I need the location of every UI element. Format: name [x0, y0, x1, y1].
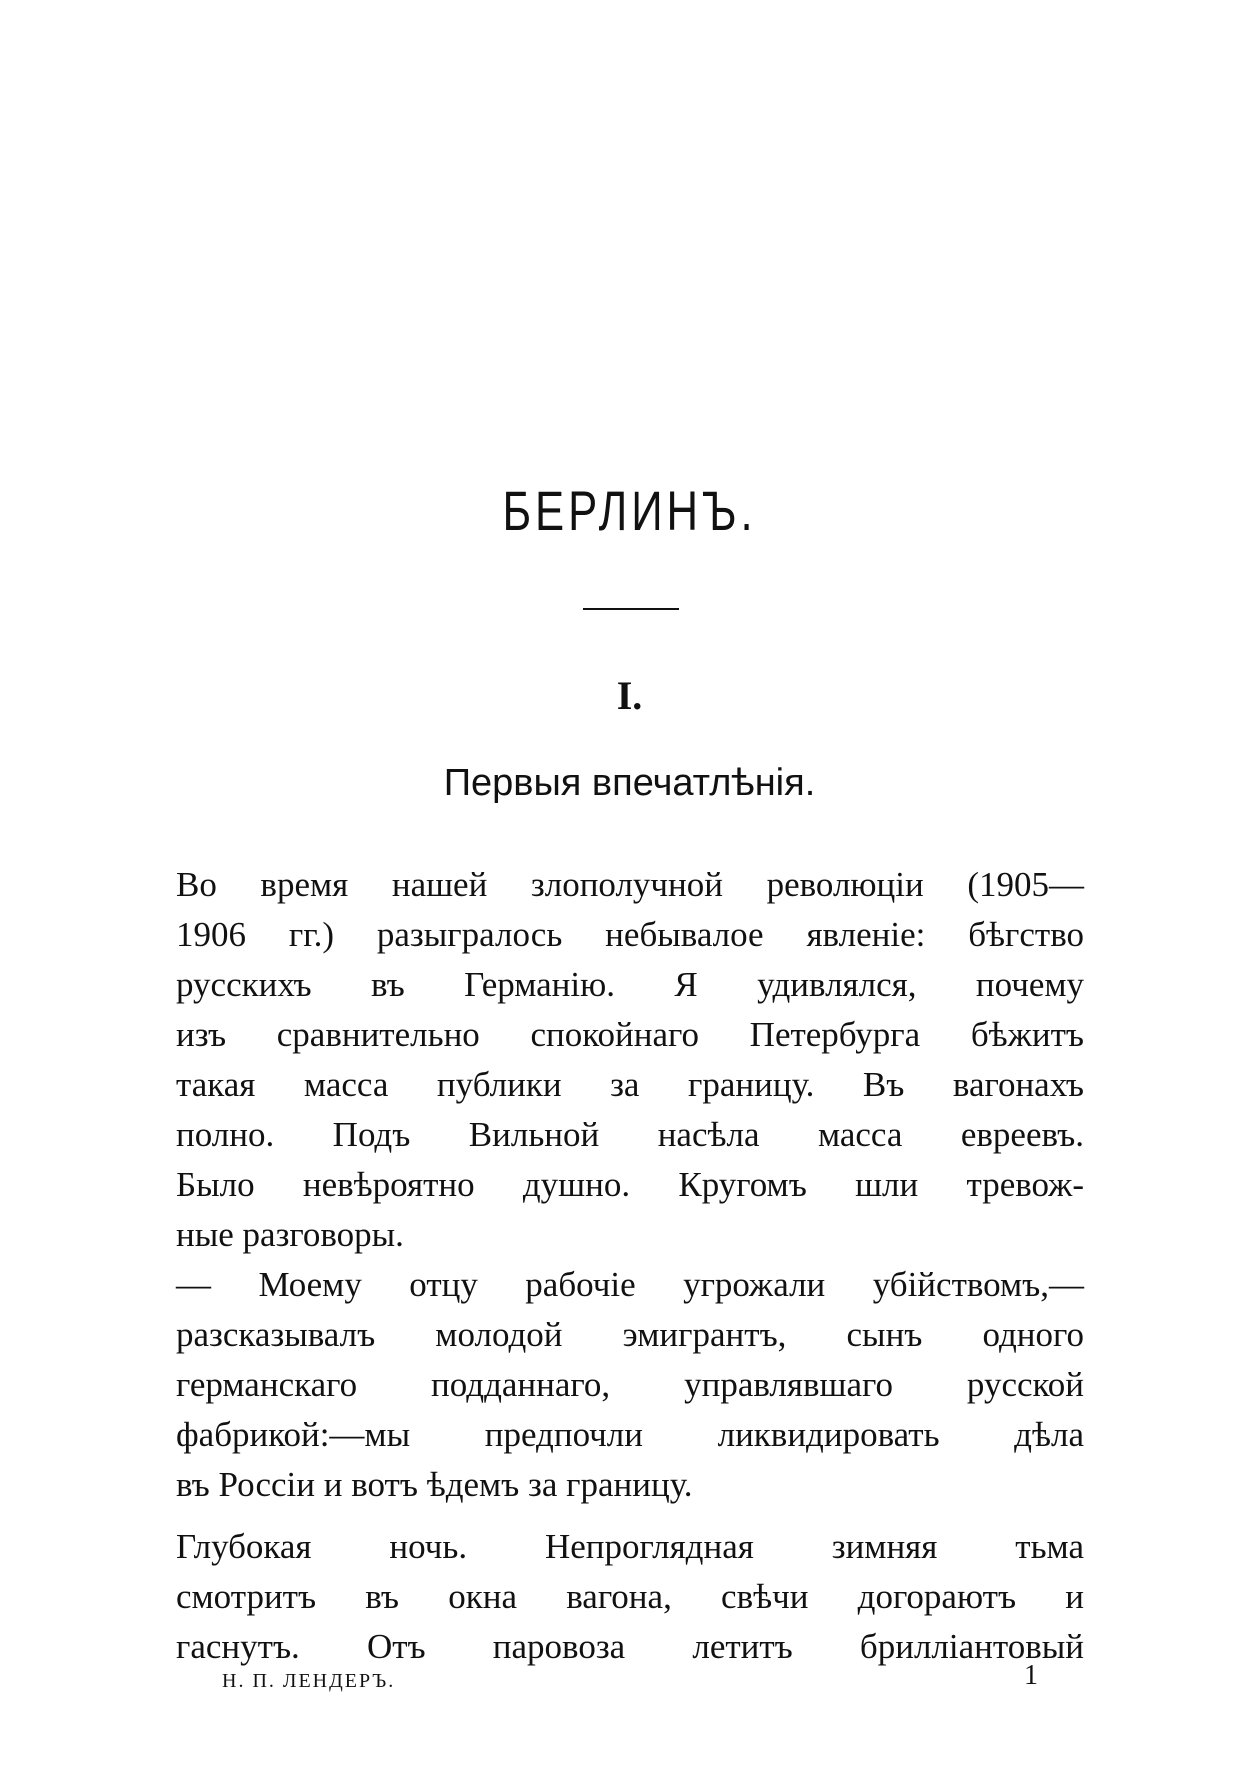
text-line: такая масса публики за границу. Въ вагонахъ: [176, 1065, 1084, 1104]
text-line: германскаго подданнаго, управлявшаго русской: [176, 1365, 1084, 1404]
body-text: [176, 860, 1084, 1672]
text-line: русскихъ въ Германію. Я удивлялся, почему: [176, 965, 1084, 1004]
text-line: смотритъ въ окна вагона, свѣчи догораютъ и: [176, 1577, 1084, 1616]
title-divider: [583, 608, 679, 610]
text-line: Было невѣроятно душно. Кругомъ шли тревож-: [176, 1165, 1084, 1204]
page-number: 1: [1024, 1660, 1038, 1691]
chapter-number: I.: [616, 673, 643, 718]
text-line: фабрикой:—мы предпочли ликвидировать дѣла: [176, 1415, 1084, 1454]
page-title: БЕРЛИНЪ.: [502, 479, 757, 542]
text-line: — Моему отцу рабочіе угрожали убійствомъ,—: [176, 1265, 1084, 1304]
text-line: разсказывалъ молодой эмигрантъ, сынъ одного: [176, 1315, 1084, 1354]
text-line: ные разговоры.: [176, 1215, 404, 1254]
text-line: 1906 гг.) разыгралось небывалое явленіе: бѣгство: [176, 915, 1084, 954]
paragraph-3: [176, 1522, 1084, 1672]
paragraph-gap: [176, 1510, 1084, 1522]
chapter-title: Первыя впечатлѣнія.: [443, 762, 816, 804]
text-line: изъ сравнительно спокойнаго Петербурга бѣжитъ: [176, 1015, 1084, 1054]
text-line: Глубокая ночь. Непроглядная зимняя тьма: [176, 1527, 1084, 1566]
paragraph-2: [176, 1260, 1084, 1510]
paragraph-1: [176, 860, 1084, 1260]
text-line: гаснутъ. Отъ паровоза летитъ брилліантовый: [176, 1627, 1084, 1666]
text-line: полно. Подъ Вильной насѣла масса евреевъ.: [176, 1115, 1084, 1154]
footer-signature: Н. П. ЛЕНДЕРЪ.: [222, 1670, 396, 1692]
text-line: Во время нашей злополучной революціи (1905—: [176, 865, 1084, 904]
text-line: въ Россіи и вотъ ѣдемъ за границу.: [176, 1465, 693, 1504]
